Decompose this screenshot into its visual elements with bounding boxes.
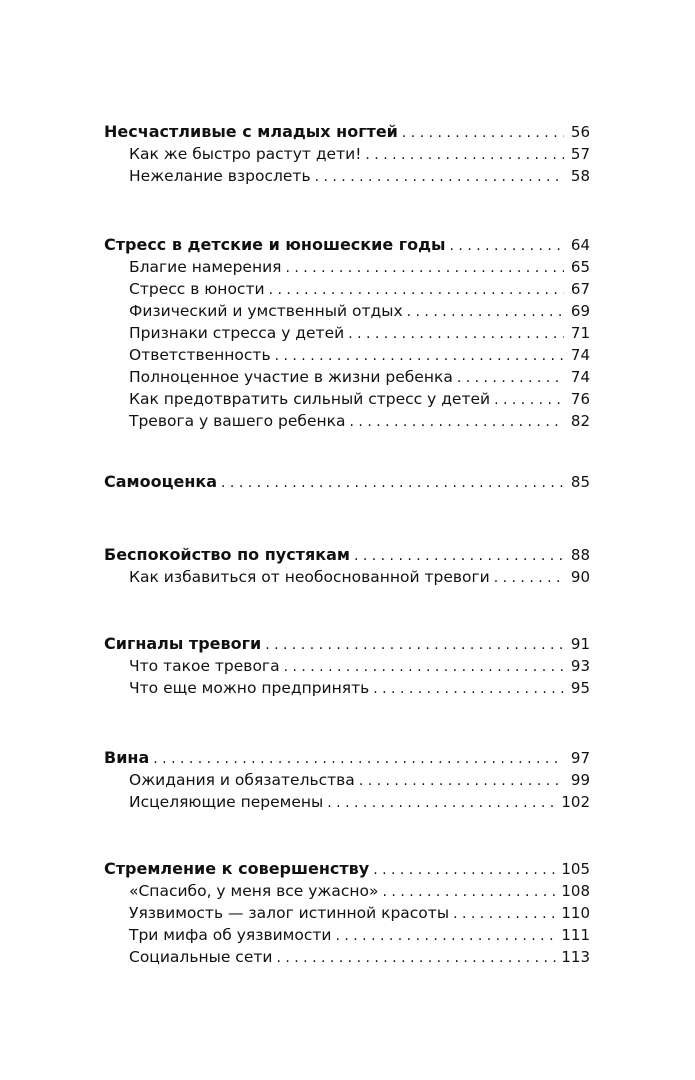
- leader-dots: [453, 903, 557, 925]
- entry-title: Стресс в юности: [129, 280, 265, 298]
- toc-entry: [104, 278, 590, 301]
- page-number: 65: [570, 258, 590, 276]
- page-number: 85: [570, 473, 590, 491]
- chapter-title: Несчастливые с младых ногтей: [104, 122, 398, 141]
- entry-title: Ответственность: [129, 346, 271, 364]
- toc-chapter: [104, 858, 590, 881]
- page-number: 56: [570, 123, 590, 141]
- leader-dots: [359, 770, 564, 792]
- toc-chapter: [104, 234, 590, 257]
- page-number: 97: [570, 749, 590, 767]
- entry-title: Полноценное участие в жизни ребенка: [129, 368, 453, 386]
- page-number: 108: [561, 882, 590, 900]
- table-of-contents: [104, 0, 590, 1080]
- leader-dots: [327, 792, 557, 814]
- leader-dots: [373, 859, 557, 881]
- toc-entry: [104, 791, 590, 814]
- page-number: 57: [570, 145, 590, 163]
- page-number: 95: [570, 679, 590, 697]
- leader-dots: [269, 279, 564, 301]
- page-number: 90: [570, 568, 590, 586]
- leader-dots: [221, 472, 564, 494]
- page-number: 74: [570, 346, 590, 364]
- entry-title: Признаки стресса у детей: [129, 324, 345, 342]
- chapter-title: Стремление к совершенству: [104, 859, 370, 878]
- entry-title: Исцеляющие перемены: [129, 793, 324, 811]
- leader-dots: [286, 257, 565, 279]
- page-number: 71: [570, 324, 590, 342]
- page-number: 91: [570, 635, 590, 653]
- toc-entry: [104, 322, 590, 345]
- leader-dots: [354, 545, 564, 567]
- toc-entry: [104, 924, 590, 947]
- leader-dots: [348, 323, 564, 345]
- leader-dots: [315, 166, 564, 188]
- chapter-title: Беспокойство по пустякам: [104, 545, 350, 564]
- chapter-title: Сигналы тревоги: [104, 634, 262, 653]
- leader-dots: [407, 301, 564, 323]
- chapter-title: Стресс в детские и юношеские годы: [104, 235, 446, 254]
- page-number: 76: [570, 390, 590, 408]
- leader-dots: [153, 748, 564, 770]
- entry-title: Как предотвратить сильный стресс у детей: [129, 390, 491, 408]
- entry-title: Как же быстро растут дети!: [129, 145, 362, 163]
- entry-title: Благие намерения: [129, 258, 282, 276]
- leader-dots: [402, 122, 564, 144]
- leader-dots: [284, 656, 564, 678]
- chapter-title: Вина: [104, 748, 150, 767]
- toc-entry: [104, 366, 590, 389]
- entry-title: Три мифа об уязвимости: [129, 926, 332, 944]
- leader-dots: [275, 345, 564, 367]
- toc-entry: [104, 344, 590, 367]
- toc-chapter: [104, 633, 590, 656]
- page-number: 82: [570, 412, 590, 430]
- page-number: 111: [561, 926, 590, 944]
- entry-title: Нежелание взрослеть: [129, 167, 311, 185]
- toc-chapter: [104, 121, 590, 144]
- toc-chapter: [104, 747, 590, 770]
- leader-dots: [373, 678, 564, 700]
- leader-dots: [335, 925, 557, 947]
- chapter-title: Самооценка: [104, 472, 218, 491]
- toc-entry: [104, 300, 590, 323]
- toc-chapter: [104, 544, 590, 567]
- page-number: 69: [570, 302, 590, 320]
- toc-entry: [104, 946, 590, 969]
- entry-title: Уязвимость — залог истинной красоты: [129, 904, 450, 922]
- page-number: 99: [570, 771, 590, 789]
- page-number: 67: [570, 280, 590, 298]
- entry-title: Физический и умственный отдых: [129, 302, 403, 320]
- entry-title: Что такое тревога: [129, 657, 280, 675]
- leader-dots: [383, 881, 558, 903]
- leader-dots: [457, 367, 564, 389]
- page-number: 110: [561, 904, 590, 922]
- entry-title: Что еще можно предпринять: [129, 679, 370, 697]
- toc-entry: [104, 410, 590, 433]
- leader-dots: [450, 235, 564, 257]
- page-number: 93: [570, 657, 590, 675]
- toc-entry: [104, 165, 590, 188]
- page-number: 102: [561, 793, 590, 811]
- entry-title: Ожидания и обязательства: [129, 771, 355, 789]
- page-number: 88: [570, 546, 590, 564]
- entry-title: «Спасибо, у меня все ужасно»: [129, 882, 379, 900]
- toc-entry: [104, 769, 590, 792]
- page-number: 64: [570, 236, 590, 254]
- entry-title: Тревога у вашего ребенка: [129, 412, 346, 430]
- leader-dots: [276, 947, 557, 969]
- page-number: 58: [570, 167, 590, 185]
- page-number: 74: [570, 368, 590, 386]
- leader-dots: [494, 389, 564, 411]
- entry-title: Как избавиться от необоснованной тревоги: [129, 568, 490, 586]
- toc-entry: [104, 902, 590, 925]
- leader-dots: [494, 567, 564, 589]
- toc-entry: [104, 256, 590, 279]
- page-number: 105: [561, 860, 590, 878]
- toc-entry: [104, 143, 590, 166]
- entry-title: Социальные сети: [129, 948, 273, 966]
- leader-dots: [265, 634, 564, 656]
- toc-entry: [104, 566, 590, 589]
- leader-dots: [350, 411, 564, 433]
- toc-entry: [104, 880, 590, 903]
- page-number: 113: [561, 948, 590, 966]
- toc-entry: [104, 677, 590, 700]
- toc-entry: [104, 388, 590, 411]
- toc-entry: [104, 655, 590, 678]
- toc-chapter: [104, 471, 590, 494]
- leader-dots: [365, 144, 564, 166]
